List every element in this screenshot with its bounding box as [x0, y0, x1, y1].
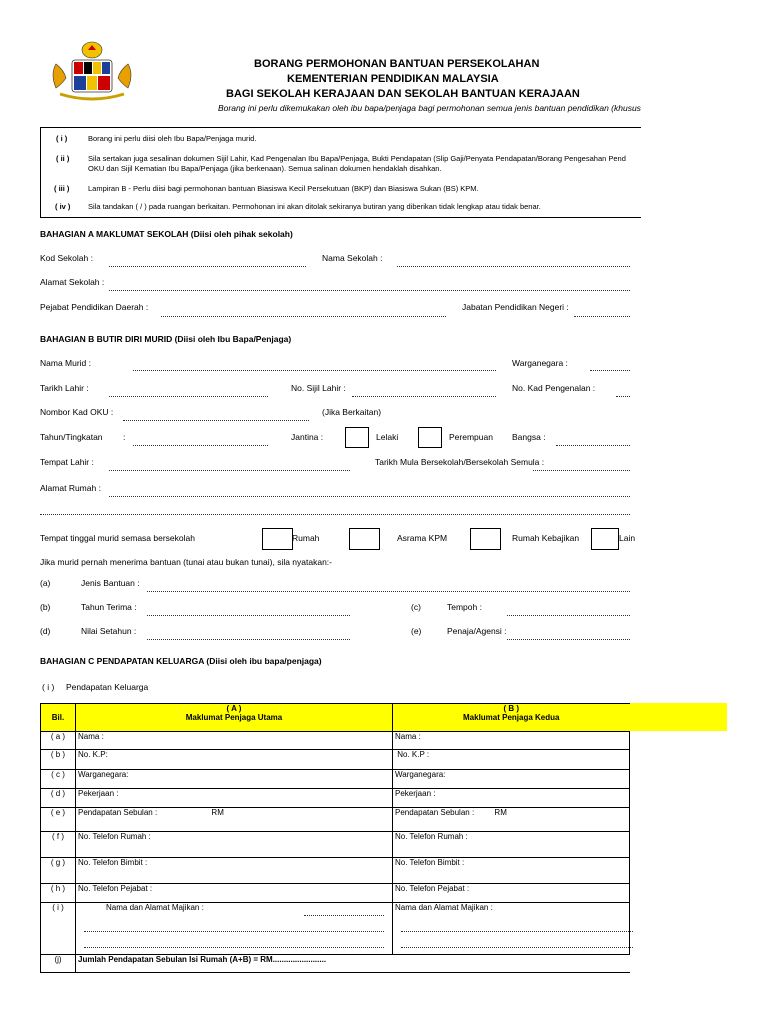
note-num: ( iii )	[54, 184, 70, 193]
school-address-field[interactable]	[109, 290, 630, 291]
home-checkbox[interactable]	[262, 528, 293, 550]
welfare-home-label: Rumah Kebajikan	[512, 533, 580, 543]
employer-field[interactable]	[401, 931, 633, 932]
race-label: Bangsa :	[512, 432, 546, 442]
row-bil: ( b )	[41, 750, 76, 770]
total-income-cell[interactable]: Jumlah Pendapatan Sebulan Isi Rumah (A+B) = RM........................	[76, 955, 630, 973]
table-header-row	[41, 704, 630, 732]
ic-field[interactable]	[616, 396, 630, 397]
welfare-home-checkbox[interactable]	[470, 528, 501, 550]
table-row	[41, 789, 630, 808]
guardian-a-income-cell[interactable]	[76, 808, 393, 832]
family-income-num: ( i )	[42, 682, 55, 692]
home-address-field-2[interactable]	[40, 514, 630, 515]
race-field[interactable]	[556, 445, 630, 446]
hostel-option-label: Asrama KPM	[397, 533, 448, 543]
district-office-label: Pejabat Pendidikan Daerah :	[40, 302, 149, 312]
guardian-a-letter: ( A )	[226, 704, 242, 713]
employer-field[interactable]	[401, 947, 633, 948]
section-c-heading: BAHAGIAN C PENDAPATAN KELUARGA (Diisi oleh ibu bapa/penjaga)	[40, 656, 322, 666]
table-row	[41, 903, 630, 955]
sponsor-field[interactable]	[507, 639, 630, 640]
home-address-field[interactable]	[109, 496, 630, 497]
guardian-b-name-cell[interactable]: Nama :	[393, 732, 630, 750]
school-code-field[interactable]	[109, 266, 306, 267]
currency-label: RM	[494, 808, 507, 817]
row-bil: ( c )	[41, 770, 76, 789]
aid-year-label: Tahun Terima :	[81, 602, 137, 612]
section-b-heading: BAHAGIAN B BUTIR DIRI MURID (Diisi oleh Ibu Bapa/Penjaga)	[40, 334, 292, 344]
bil-header-text: Bil.	[51, 713, 65, 722]
year-colon: :	[123, 432, 126, 442]
other-residence-label: Lain	[619, 533, 636, 543]
header-highlight	[630, 703, 727, 731]
school-code-label: Kod Sekolah :	[40, 253, 93, 263]
female-checkbox[interactable]	[418, 427, 442, 448]
oku-label: Nombor Kad OKU :	[40, 407, 114, 417]
birthplace-label: Tempat Lahir :	[40, 457, 94, 467]
state-dept-field[interactable]	[574, 316, 630, 317]
school-start-field[interactable]	[533, 470, 630, 471]
sponsor-num: (e)	[411, 626, 422, 636]
school-type-title: BAGI SEKOLAH KERAJAAN DAN SEKOLAH BANTUAN KERAJAAN	[226, 88, 580, 100]
birth-cert-field[interactable]	[352, 396, 496, 397]
note-text: Sila sertakan juga sesalinan dokumen Sijil Lahir, Kad Pengenalan Ibu Bapa/Penjaga, Bukti Pendapatan (Slip Gaji/Penyata Pendapatan/Borang Pengesahan Pend	[88, 154, 626, 163]
employer-field[interactable]	[84, 931, 384, 932]
aid-period-field[interactable]	[507, 615, 630, 616]
row-bil: ( a )	[41, 732, 76, 750]
citizenship-label: Warganegara :	[512, 358, 568, 368]
table-row	[41, 884, 630, 903]
guardian-a-citizenship-cell[interactable]: Warganegara:	[76, 770, 393, 789]
guardian-a-mobile-cell[interactable]: No. Telefon Bimbit :	[76, 858, 393, 884]
form-subtitle: Borang ini perlu dikemukakan oleh ibu bapa/penjaga bagi permohonan semua jenis bantuan pendidikan (khusus	[218, 103, 641, 113]
dob-field[interactable]	[109, 396, 268, 397]
employer-label: Nama dan Alamat Majikan :	[395, 903, 493, 912]
aid-type-field[interactable]	[147, 591, 630, 592]
aid-value-label: Nilai Setahun :	[81, 626, 137, 636]
row-bil: ( e )	[41, 808, 76, 832]
guardian-a-home-phone-cell[interactable]: No. Telefon Rumah :	[76, 832, 393, 858]
guardian-a-employer-cell[interactable]	[76, 903, 393, 955]
aid-period-num: (c)	[411, 602, 421, 612]
birthplace-field[interactable]	[109, 470, 350, 471]
table-row	[41, 770, 630, 789]
aid-year-num: (b)	[40, 602, 51, 612]
oku-field[interactable]	[123, 420, 309, 421]
note-text-cont: OKU dan Sijil Kematian Ibu Bapa/Penjaga (jika berkenaan). Semua salinan dokumen hendaklah disahkan.	[88, 164, 442, 173]
year-label: Tahun/Tingkatan	[40, 432, 103, 442]
male-checkbox[interactable]	[345, 427, 369, 448]
home-address-label: Alamat Rumah :	[40, 483, 101, 493]
note-num: ( i )	[56, 134, 68, 143]
school-name-field[interactable]	[397, 266, 630, 267]
birth-cert-label: No. Sijil Lahir :	[291, 383, 346, 393]
sponsor-label: Penaja/Agensi :	[447, 626, 507, 636]
guardian-b-employer-cell[interactable]	[393, 903, 630, 955]
year-field[interactable]	[133, 445, 268, 446]
ic-label: No. Kad Pengenalan :	[512, 383, 596, 393]
school-start-label: Tarikh Mula Bersekolah/Bersekolah Semula :	[375, 457, 545, 467]
family-income-label: Pendapatan Keluarga	[66, 682, 149, 692]
employer-field[interactable]	[84, 947, 384, 948]
dob-label: Tarikh Lahir :	[40, 383, 89, 393]
note-text: Borang ini perlu diisi oleh Ibu Bapa/Penjaga murid.	[88, 134, 257, 143]
previous-aid-label: Jika murid pernah menerima bantuan (tunai atau bukan tunai), sila nyatakan:-	[40, 557, 333, 567]
row-bil: (j)	[41, 955, 76, 973]
residence-label: Tempat tinggal murid semasa bersekolah	[40, 533, 195, 543]
employer-field[interactable]	[304, 915, 384, 916]
district-office-field[interactable]	[161, 316, 446, 317]
guardian-b-letter: ( B )	[503, 704, 520, 713]
income-label: Pendapatan Sebulan :	[395, 808, 475, 817]
table-row	[41, 750, 630, 770]
guardian-a-title: Maklumat Penjaga Utama	[185, 713, 283, 722]
form-title: BORANG PERMOHONAN BANTUAN PERSEKOLAHAN	[254, 58, 540, 70]
family-income-table	[40, 703, 630, 973]
guardian-b-office-phone-cell[interactable]: No. Telefon Pejabat :	[393, 884, 630, 903]
aid-type-label: Jenis Bantuan :	[81, 578, 140, 588]
row-bil: ( f )	[41, 832, 76, 858]
row-bil: ( d )	[41, 789, 76, 808]
note-text: Sila tandakan ( / ) pada ruangan berkaitan. Permohonan ini akan ditolak sekiranya butiran yang diberikan tidak lengkap atau tidak benar.	[88, 202, 541, 211]
citizenship-field[interactable]	[590, 370, 630, 371]
guardian-b-ic-cell[interactable]: No. K.P :	[393, 750, 630, 770]
guardian-a-office-phone-cell[interactable]: No. Telefon Pejabat :	[76, 884, 393, 903]
guardian-a-ic-cell[interactable]: No. K.P:	[76, 750, 393, 770]
school-address-label: Alamat Sekolah :	[40, 277, 105, 287]
note-text: Lampiran B - Perlu diisi bagi permohonan bantuan Biasiswa Kecil Persekutuan (BKP) dan Biasiswa Sukan (BS) KPM.	[88, 184, 479, 193]
guardian-b-title: Maklumat Penjaga Kedua	[463, 713, 560, 722]
aid-value-num: (d)	[40, 626, 51, 636]
table-row	[41, 832, 630, 858]
student-name-label: Nama Murid :	[40, 358, 92, 368]
hostel-checkbox[interactable]	[349, 528, 380, 550]
note-num: ( iv )	[55, 202, 71, 211]
row-bil: ( g )	[41, 858, 76, 884]
note-num: ( ii )	[56, 154, 70, 163]
employer-label: Nama dan Alamat Majikan :	[106, 903, 204, 912]
other-residence-checkbox[interactable]	[591, 528, 619, 550]
aid-year-field[interactable]	[147, 615, 350, 616]
guardian-a-occupation-cell[interactable]: Pekerjaan :	[76, 789, 393, 808]
guardian-b-citizenship-cell[interactable]: Warganegara:	[393, 770, 630, 789]
currency-label: RM	[211, 808, 224, 817]
total-row	[41, 955, 630, 973]
male-label: Lelaki	[376, 432, 399, 442]
guardian-a-name-cell[interactable]: Nama :	[76, 732, 393, 750]
guardian-b-occupation-cell[interactable]: Pekerjaan :	[393, 789, 630, 808]
row-bil: ( i )	[41, 903, 76, 955]
coat-of-arms-logo	[44, 38, 140, 108]
table-row	[41, 858, 630, 884]
guardian-a-header	[76, 704, 393, 732]
guardian-b-home-phone-cell[interactable]: No. Telefon Rumah :	[393, 832, 630, 858]
aid-type-num: (a)	[40, 578, 51, 588]
female-label: Perempuan	[449, 432, 493, 442]
aid-period-label: Tempoh :	[447, 602, 482, 612]
school-name-label: Nama Sekolah :	[322, 253, 383, 263]
state-dept-label: Jabatan Pendidikan Negeri :	[462, 302, 569, 312]
table-row	[41, 808, 630, 832]
aid-value-field[interactable]	[147, 639, 350, 640]
guardian-b-header	[393, 704, 630, 732]
row-bil: ( h )	[41, 884, 76, 903]
home-option-label: Rumah	[292, 533, 320, 543]
oku-note: (Jika Berkaitan)	[322, 407, 382, 417]
section-a-heading: BAHAGIAN A MAKLUMAT SEKOLAH (Diisi oleh pihak sekolah)	[40, 229, 293, 239]
ministry-title: KEMENTERIAN PENDIDIKAN MALAYSIA	[287, 73, 499, 85]
gender-label: Jantina :	[291, 432, 324, 442]
income-label: Pendapatan Sebulan :	[78, 808, 158, 817]
bil-header	[41, 704, 76, 732]
table-row	[41, 732, 630, 750]
guardian-b-mobile-cell[interactable]: No. Telefon Bimbit :	[393, 858, 630, 884]
guardian-b-income-cell[interactable]	[393, 808, 630, 832]
student-name-field[interactable]	[133, 370, 496, 371]
